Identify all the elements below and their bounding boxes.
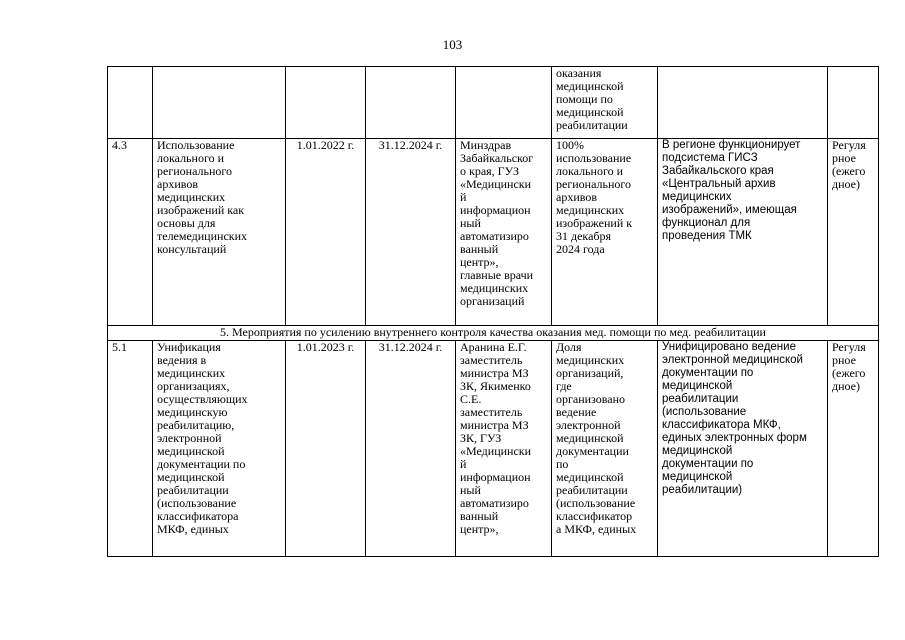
cell-end-date (366, 67, 456, 139)
cell-characteristic: В регионе функционирует подсистема ГИСЗ Забайкальского края «Центральный архив медицинских изображений», имеющая функционал для проведения ТМК (658, 139, 828, 326)
table-row-continued (108, 67, 879, 139)
table-row-5-1 (108, 341, 879, 557)
cell-end-date: 31.12.2024 г. (366, 139, 456, 326)
section-row-5 (108, 326, 879, 341)
table-row-4-3 (108, 139, 879, 326)
cell-end-date: 31.12.2024 г. (366, 341, 456, 557)
cell-type (828, 67, 879, 139)
cell-characteristic (658, 67, 828, 139)
cell-result: 100% использование локального и регионального архивов медицинских изображений к 31 декабря 2024 года (552, 139, 658, 326)
cell-measure: Унификация ведения в медицинских организациях, осуществляющих медицинскую реабилитацию, электронной медицинской документации по медицинской реабилитации (использование классификатора МКФ, единых (153, 341, 286, 557)
page-number: 103 (442, 37, 463, 52)
cell-responsible (456, 67, 552, 139)
cell-start-date: 1.01.2022 г. (286, 139, 366, 326)
measures-table (107, 66, 879, 557)
cell-measure: Использование локального и регионального архивов медицинских изображений как основы для телемедицинских консультаций (153, 139, 286, 326)
cell-num (108, 67, 153, 139)
cell-result: Доля медицинских организаций, где организовано ведение электронной медицинской документации по медицинской реабилитации (использование классификатор а МКФ, единых (552, 341, 658, 557)
cell-type: Регуля рное (ежего дное) (828, 139, 879, 326)
section-title: 5. Мероприятия по усилению внутреннего контроля качества оказания мед. помощи по мед. реабилитации (108, 326, 879, 341)
cell-start-date (286, 67, 366, 139)
cell-type: Регуля рное (ежего дное) (828, 341, 879, 557)
cell-measure (153, 67, 286, 139)
cell-responsible: Минздрав Забайкальског о края, ГУЗ «Медицински й информацион ный автоматизиро ванный центр», главные врачи медицинских организаций (456, 139, 552, 326)
cell-responsible: Аранина Е.Г. заместитель министра МЗ ЗК, Якименко С.Е. заместитель министра МЗ ЗК, ГУЗ «Медицински й информацион ный автоматизиро ванный центр», (456, 341, 552, 557)
cell-num: 4.3 (108, 139, 153, 326)
cell-start-date: 1.01.2023 г. (286, 341, 366, 557)
cell-characteristic: Унифицировано ведение электронной медицинской документации по медицинской реабилитации (использование классификатора МКФ, единых электронных форм медицинской документации по медицинской реабилитации) (658, 341, 828, 557)
cell-result: оказания медицинской помощи по медицинской реабилитации (552, 67, 658, 139)
cell-num: 5.1 (108, 341, 153, 557)
